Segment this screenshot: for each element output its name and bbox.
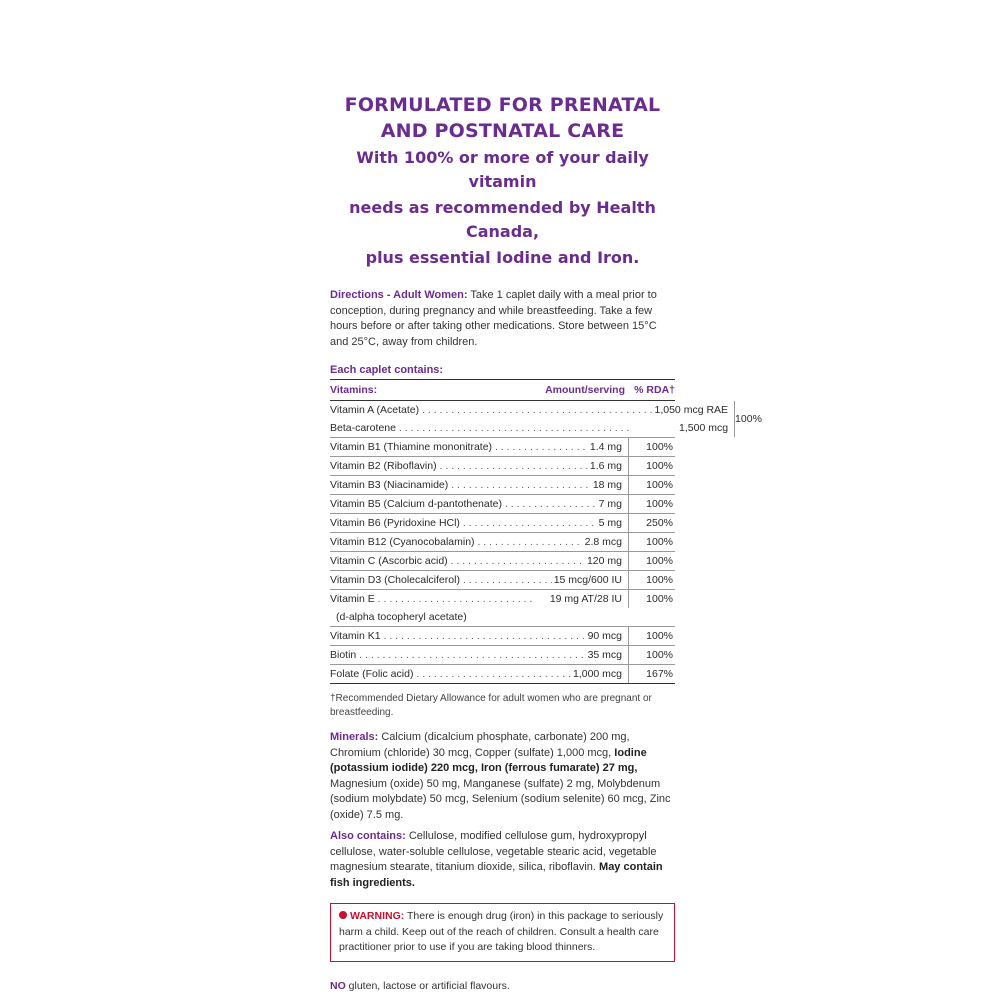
label-panel xyxy=(330,92,762,992)
row-amount: 1.6 mg xyxy=(588,457,628,475)
also-text: Cellulose, modified cellulose gum, hydroxypropyl cellulose, water-soluble cellulose, vegetable stearic acid, vegetable magnesium stearate, titanium dioxide, silica, riboflavin. xyxy=(330,830,657,873)
subheadline-line-3: plus essential Iodine and Iron. xyxy=(365,248,640,267)
table-row-note xyxy=(330,608,675,627)
table-row-group xyxy=(330,401,762,438)
minerals-text-1: Calcium (dicalcium phosphate, carbonate) 200 mg, Chromium (chloride) 30 mcg, Copper (sulfate) 1,000 mcg, xyxy=(330,731,630,759)
directions xyxy=(330,288,675,350)
no-text: gluten, lactose or artificial flavours. xyxy=(348,979,510,992)
row-amount: 1.4 mg xyxy=(588,438,628,456)
row-amount: 1,050 mcg RAE xyxy=(653,401,735,419)
header-vitamins: Vitamins: xyxy=(330,384,378,396)
row-pct: 100% xyxy=(628,571,675,589)
nutrition-table xyxy=(330,379,762,684)
row-pct: 100% xyxy=(628,590,675,608)
warning-dot-icon xyxy=(339,911,347,919)
table-header xyxy=(330,380,675,401)
table-row xyxy=(330,476,675,495)
table-row xyxy=(330,590,675,608)
no-gluten-note xyxy=(330,980,675,992)
header-amount: Amount/serving xyxy=(545,384,625,396)
table-row xyxy=(330,457,675,476)
row-amount: 19 mg AT/28 IU xyxy=(548,590,628,608)
directions-text: Take 1 caplet daily with a meal prior to conception, during pregnancy and while breastfeeding. Take a few hours before or after taking other medications. Store between 15°C and 25°C, away from children. xyxy=(330,289,657,348)
row-amount: 7 mg xyxy=(597,495,628,513)
row-pct: 100% xyxy=(628,646,675,664)
row-pct: 100% xyxy=(628,495,675,513)
warning-box xyxy=(330,903,675,962)
also-contains xyxy=(330,829,675,891)
row-amount: 90 mcg xyxy=(586,627,628,645)
row-name: Vitamin C (Ascorbic acid) . . . xyxy=(330,552,585,570)
minerals-text-2: Magnesium (oxide) 50 mg, Manganese (sulfate) 2 mg, Molybdenum (sodium molybdate) 50 mcg, Selenium (sodium selenite) 60 mcg, Zinc (oxide) 7.5 mg. xyxy=(330,777,671,821)
row-pct: 100% xyxy=(628,457,675,475)
row-name: Vitamin B1 (Thiamine mononitrate) . . . xyxy=(330,438,588,456)
row-name: Vitamin B6 (Pyridoxine HCl) . . . xyxy=(330,514,597,532)
table-row xyxy=(330,627,675,646)
row-pct: 100% xyxy=(734,401,764,437)
table-row xyxy=(330,552,675,571)
no-label: NO xyxy=(330,979,346,992)
row-pct: 250% xyxy=(628,514,675,532)
row-amount: 15 mcg/600 IU xyxy=(552,571,628,589)
row-name: Biotin . . . xyxy=(330,646,586,664)
row-name: Vitamin B2 (Riboflavin) . . . xyxy=(330,457,588,475)
directions-label: Directions - Adult Women: xyxy=(330,289,468,301)
also-label: Also contains: xyxy=(330,830,406,842)
table-title: Each caplet contains: xyxy=(330,364,444,376)
minerals-bold: Iodine (potassium iodide) 220 mcg, Iron (ferrous fumarate) 27 mg, xyxy=(330,746,647,774)
minerals xyxy=(330,730,675,823)
headline-line-2: AND POSTNATAL CARE xyxy=(380,120,625,142)
row-name: Vitamin E . . . . . . . . . . . . . . . . . . . . . . . . . . . xyxy=(330,593,533,605)
row-amount: 35 mcg xyxy=(586,646,628,664)
row-pct: 100% xyxy=(628,476,675,494)
row-name: Vitamin B12 (Cyanocobalamin) . . . xyxy=(330,533,583,551)
row-name: Folate (Folic acid) . . . xyxy=(330,665,571,683)
row-amount: 1,500 mcg xyxy=(677,419,734,437)
warning-label: WARNING: xyxy=(350,910,405,922)
row-pct: 100% xyxy=(628,552,675,570)
row-amount: 5 mg xyxy=(597,514,628,532)
table-row xyxy=(330,495,675,514)
minerals-label: Minerals: xyxy=(330,731,379,743)
row-name: Vitamin D3 (Cholecalciferol) . . . xyxy=(330,571,552,589)
also-bold: May contain fish ingredients. xyxy=(330,861,663,889)
header-rda: % RDA† xyxy=(634,384,675,396)
row-amount: 120 mg xyxy=(585,552,628,570)
row-pct: 100% xyxy=(628,533,675,551)
row-pct: 167% xyxy=(628,665,675,683)
row-pct: 100% xyxy=(628,438,675,456)
headline-line-1: FORMULATED FOR PRENATAL xyxy=(344,94,661,116)
table-row xyxy=(330,571,675,590)
table-row xyxy=(330,419,734,437)
row-amount: 1,000 mcg xyxy=(571,665,628,683)
row-amount: 18 mg xyxy=(591,476,628,494)
row-amount: 2.8 mcg xyxy=(583,533,628,551)
table-row xyxy=(330,438,675,457)
table-row xyxy=(330,665,675,683)
row-name: Vitamin B3 (Niacinamide) . . . xyxy=(330,476,591,494)
headline xyxy=(330,92,675,270)
table-row xyxy=(330,646,675,665)
row-pct: 100% xyxy=(628,627,675,645)
row-name: Beta-carotene . . . xyxy=(330,419,677,437)
row-name: Vitamin K1 . . . xyxy=(330,627,586,645)
subheadline-line-2: needs as recommended by Health Canada, xyxy=(349,198,656,241)
subheadline-line-1: With 100% or more of your daily vitamin xyxy=(356,148,649,191)
table-row xyxy=(330,514,675,533)
warning-text: There is enough drug (iron) in this package to seriously harm a child. Keep out of the reach of children. Consult a health care practitioner prior to use if you are taking blood thinners. xyxy=(339,910,664,953)
row-note: (d-alpha tocopheryl acetate) xyxy=(336,611,467,623)
row-name: Vitamin A (Acetate) . . . xyxy=(330,401,653,419)
table-row xyxy=(330,401,734,419)
rda-footnote: †Recommended Dietary Allowance for adult women who are pregnant or breastfeeding. xyxy=(330,693,652,718)
row-name: Vitamin B5 (Calcium d-pantothenate) . . . xyxy=(330,495,597,513)
table-row xyxy=(330,533,675,552)
